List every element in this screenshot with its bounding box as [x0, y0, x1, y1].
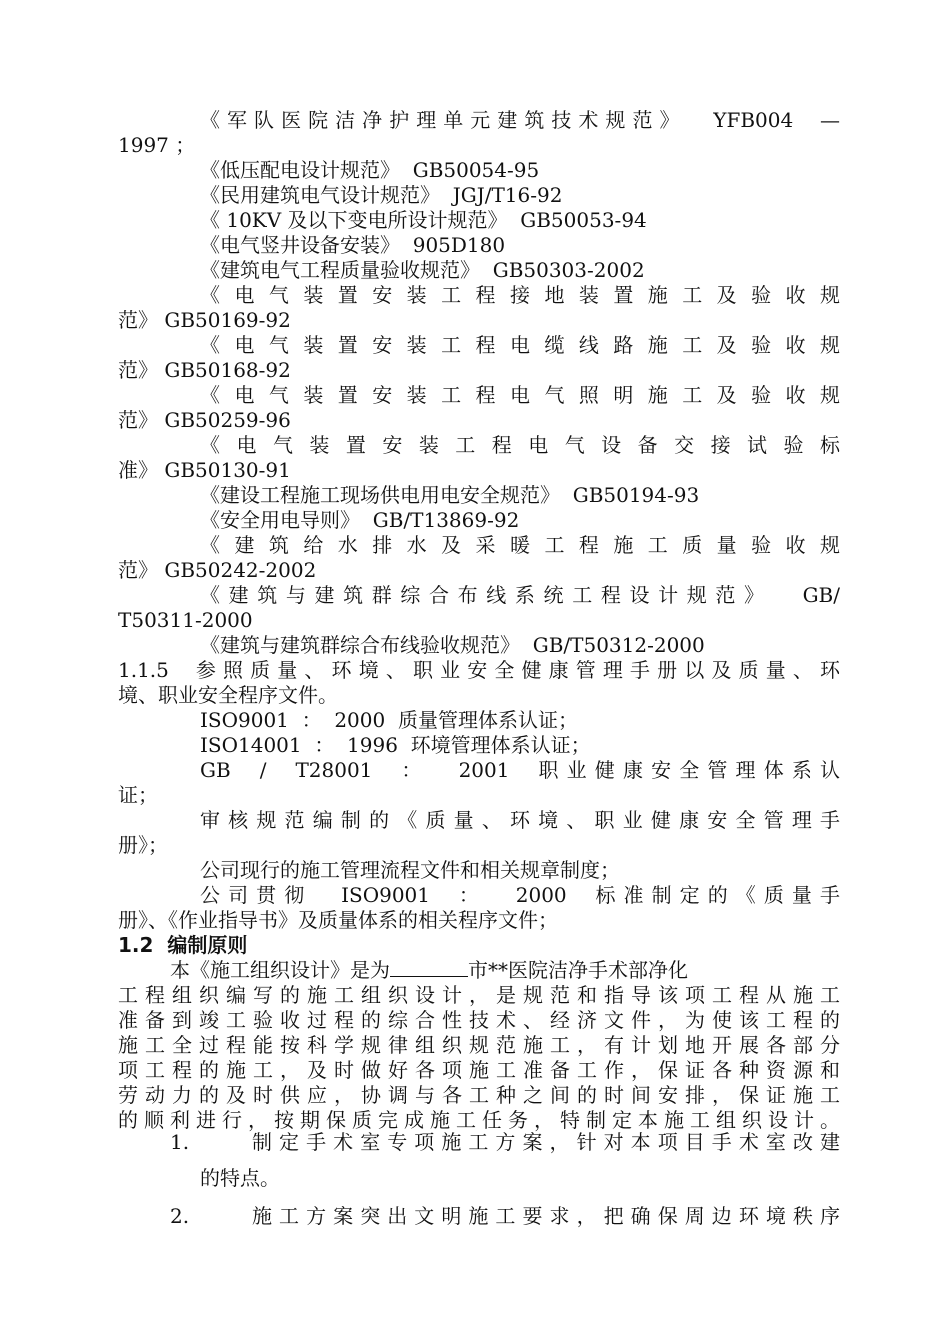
principle-text-b: 市**医院洁净手术部净化 — [468, 958, 688, 982]
standard-item-7: 《电气装置安装工程接地装置施工及验收规 — [200, 283, 840, 307]
list-item-2: 施工方案突出文明施工要求，把确保周边环境秩序 — [252, 1204, 840, 1228]
standard-item-14: 《建筑与建筑群综合布线系统工程设计规范》 GB/ — [200, 583, 840, 607]
principle-line-2: 工程组织编写的施工组织设计，是规范和指导该项工程从施工 — [118, 983, 840, 1007]
standard-item-12: 《安全用电导则》 GB/T13869-92 — [200, 508, 520, 532]
list-item-1: 制定手术室专项施工方案，针对本项目手术室改建 — [252, 1130, 840, 1154]
iso-item-6-cont: 册》、《作业指导书》及质量体系的相关程序文件； — [118, 908, 558, 932]
iso-item-3: GB / T28001 ： 2001 职业健康安全管理体系认 — [200, 758, 840, 782]
blank-underline — [390, 958, 468, 977]
principle-line-1 — [170, 958, 840, 982]
standard-item-6: 《建筑电气工程质量验收规范》 GB50303-2002 — [200, 258, 645, 282]
list-item-1-cont: 的特点。 — [200, 1166, 280, 1190]
iso-item-1: ISO9001 ： 2000 质量管理体系认证； — [200, 708, 578, 732]
standard-item-13-cont: 范》 GB50242-2002 — [118, 558, 317, 582]
standard-item-1-cont: 1997 ； — [118, 133, 196, 157]
iso-item-6: 公司贯彻 ISO9001 ： 2000 标准制定的《质量手 — [200, 883, 840, 907]
section-115-line-1: 1.1.5 参照质量、环境、职业安全健康管理手册以及质量、环 — [118, 658, 840, 682]
standard-item-11: 《建设工程施工现场供电用电安全规范》 GB50194-93 — [200, 483, 700, 507]
principle-line-5: 项工程的施工，及时做好各项施工准备工作，保证各种资源和 — [118, 1058, 840, 1082]
principle-line-3: 准备到竣工验收过程的综合性技术、经济文件，为使该工程的 — [118, 1008, 840, 1032]
standard-item-2: 《低压配电设计规范》 GB50054-95 — [200, 158, 540, 182]
standard-item-8-cont: 范》 GB50168-92 — [118, 358, 291, 382]
principle-text-a: 本《施工组织设计》是为 — [170, 958, 390, 982]
principle-line-7: 的顺利进行，按期保质完成施工任务，特制定本施工组织设计。 — [118, 1108, 840, 1132]
standard-item-14-cont: T50311-2000 — [118, 608, 253, 632]
iso-item-3-cont: 证； — [118, 783, 158, 807]
list-number-2: 2. — [170, 1204, 190, 1228]
standard-item-1: 《军队医院洁净护理单元建筑技术规范》 YFB004 — — [200, 108, 840, 132]
standard-item-3: 《民用建筑电气设计规范》 JGJ/T16-92 — [200, 183, 563, 207]
iso-item-5: 公司现行的施工管理流程文件和相关规章制度； — [200, 858, 620, 882]
section-heading: 1.2 编制原则 — [118, 933, 248, 957]
standard-item-7-cont: 范》 GB50169-92 — [118, 308, 291, 332]
section-115-line-2: 境、职业安全程序文件。 — [118, 683, 338, 707]
iso-item-2: ISO14001 ： 1996 环境管理体系认证； — [200, 733, 591, 757]
principle-line-4: 施工全过程能按科学规律组织规范施工，有计划地开展各部分 — [118, 1033, 840, 1057]
iso-item-4: 审核规范编制的《质量、环境、职业健康安全管理手 — [200, 808, 840, 832]
standard-item-5: 《电气竖井设备安装》 905D180 — [200, 233, 506, 257]
standard-item-8: 《电气装置安装工程电缆线路施工及验收规 — [200, 333, 840, 357]
standard-item-13: 《建筑给水排水及采暖工程施工质量验收规 — [200, 533, 840, 557]
standard-item-9-cont: 范》 GB50259-96 — [118, 408, 291, 432]
standard-item-10: 《电气装置安装工程电气设备交接试验标 — [200, 433, 840, 457]
standard-item-15: 《建筑与建筑群综合布线验收规范》 GB/T50312-2000 — [200, 633, 705, 657]
iso-item-4-cont: 册》； — [118, 833, 168, 857]
standard-item-10-cont: 准》 GB50130-91 — [118, 458, 291, 482]
principle-line-6: 劳动力的及时供应，协调与各工种之间的时间安排，保证施工 — [118, 1083, 840, 1107]
standard-item-4: 《 10KV 及以下变电所设计规范》 GB50053-94 — [200, 208, 647, 232]
list-number-1: 1. — [170, 1130, 190, 1154]
standard-item-9: 《电气装置安装工程电气照明施工及验收规 — [200, 383, 840, 407]
